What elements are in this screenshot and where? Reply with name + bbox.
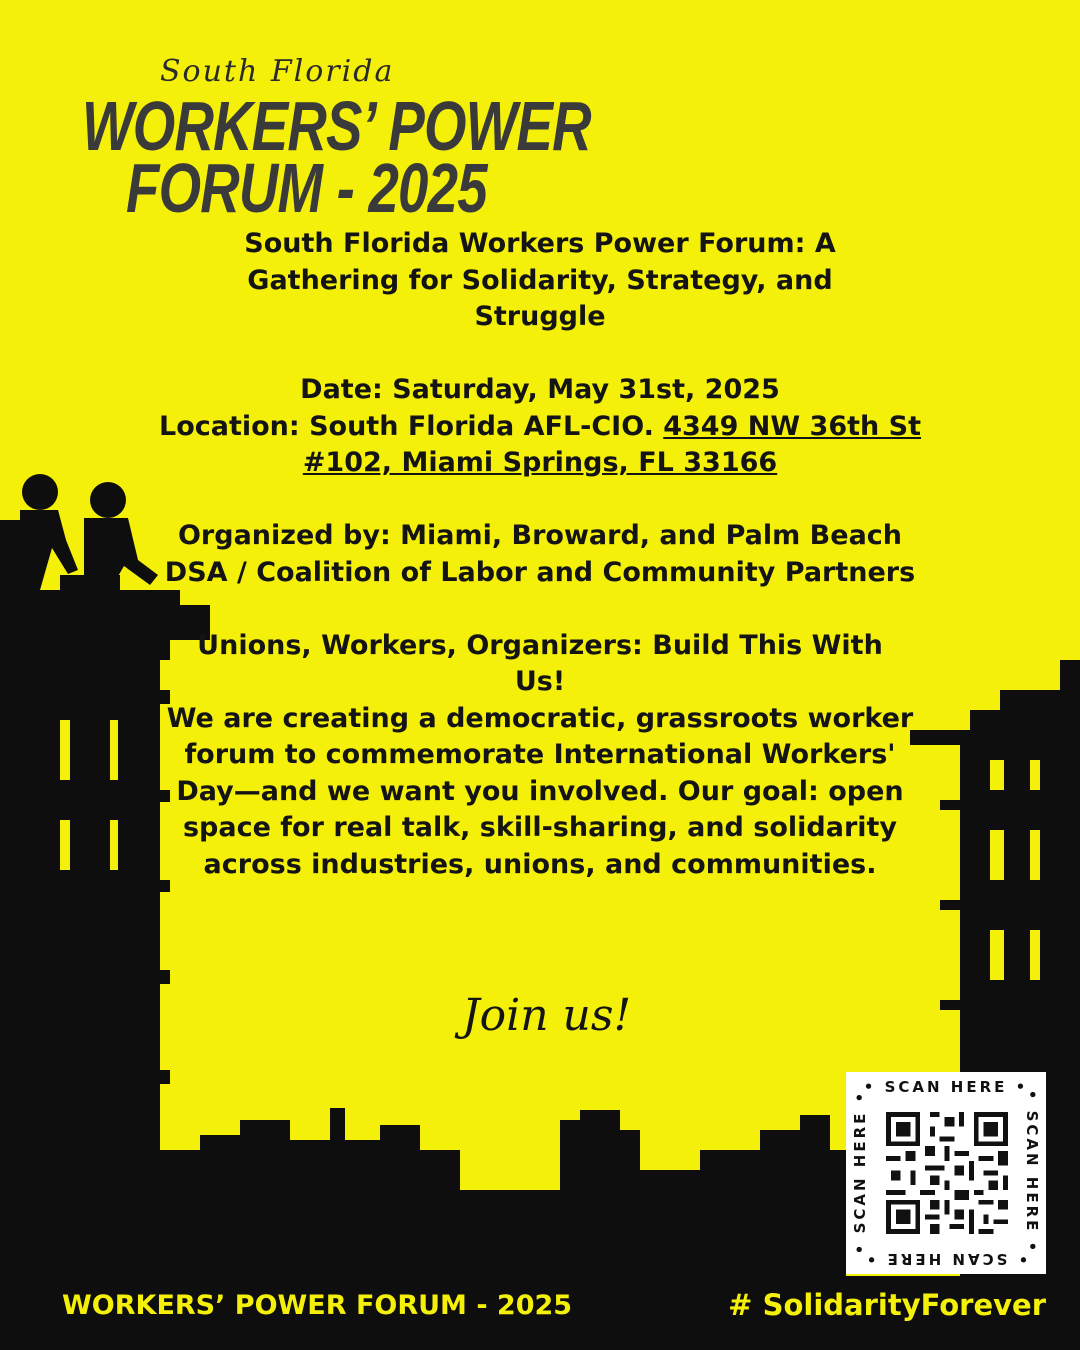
poster-content bbox=[140, 226, 940, 883]
location-label: Location: South Florida AFL-CIO. bbox=[158, 410, 664, 442]
qr-code-card[interactable] bbox=[846, 1072, 1046, 1274]
scan-here-label-left: • SCAN HERE • bbox=[851, 1089, 869, 1255]
event-date: Date: Saturday, May 31st, 2025 bbox=[300, 374, 780, 405]
footer-hashtag: # SolidarityForever bbox=[728, 1288, 1046, 1322]
scan-here-label-right: • SCAN HERE • bbox=[1023, 1089, 1041, 1255]
location-address-link[interactable]: 4349 NW 36th St #102, Miami Springs, FL 33166 bbox=[302, 410, 922, 478]
join-us-script: Join us! bbox=[462, 990, 632, 1041]
organized-by: Organized by: Miami, Broward, and Palm Beach DSA / Coalition of Labor and Community Partners bbox=[164, 520, 916, 588]
call-heading: Unions, Workers, Organizers: Build This With Us! bbox=[197, 629, 883, 697]
scan-here-label-top: • SCAN HERE • bbox=[863, 1078, 1029, 1096]
event-location bbox=[140, 409, 940, 482]
logo-line-2: FORUM - 2025 bbox=[126, 149, 487, 227]
qr-code-icon[interactable] bbox=[886, 1112, 1008, 1234]
logo-line-1: WORKERS’ POWER bbox=[82, 87, 591, 165]
footer-event-name: WORKERS’ POWER FORUM - 2025 bbox=[62, 1290, 573, 1321]
scan-here-label-bottom: • SCAN HERE • bbox=[863, 1250, 1029, 1268]
logo-script-text: South Florida bbox=[160, 54, 395, 89]
event-title: South Florida Workers Power Forum: A Gathering for Solidarity, Strategy, and Struggle bbox=[244, 228, 836, 332]
call-body: We are creating a democratic, grassroots worker forum to commemorate International Workers' Day—and we want you involved. Our goal: open space for real talk, skill-sharing, and solidarity across industries, unions, and communities. bbox=[166, 702, 914, 880]
